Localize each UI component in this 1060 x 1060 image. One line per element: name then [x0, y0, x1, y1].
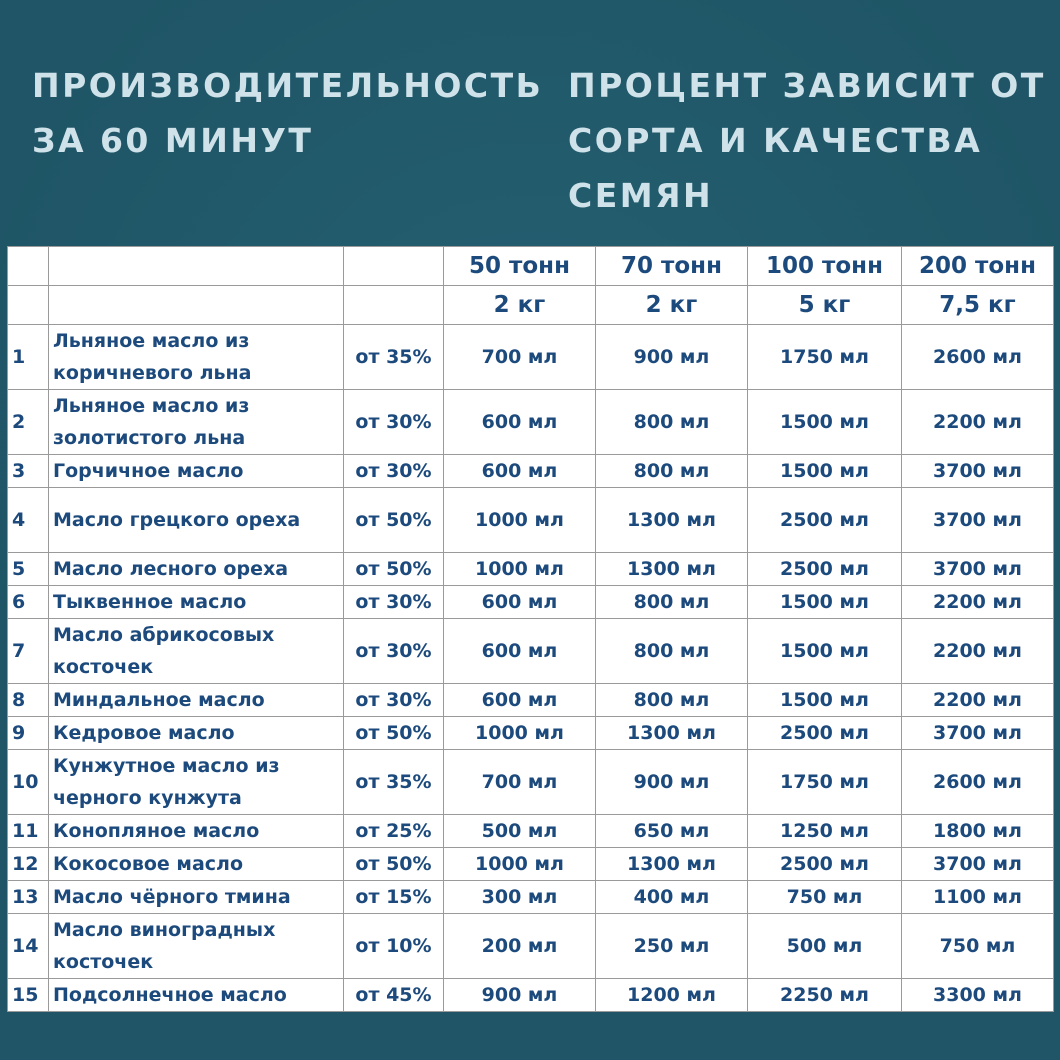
model-header-cell: 100 тонн	[748, 247, 902, 286]
table-row	[8, 488, 1054, 553]
yield-percent: от 30%	[344, 455, 444, 488]
percent-note-heading	[568, 58, 1048, 223]
oil-name: Кедровое масло	[49, 717, 344, 750]
volume-value: 750 мл	[902, 914, 1054, 979]
oil-name: Миндальное масло	[49, 684, 344, 717]
volume-value: 500 мл	[748, 914, 902, 979]
model-header-cell: 70 тонн	[596, 247, 748, 286]
percent-note-line: СЕМЯН	[568, 176, 714, 215]
volume-value: 250 мл	[596, 914, 748, 979]
oil-name: Масло абрикосовых косточек	[49, 619, 344, 684]
volume-value: 1500 мл	[748, 390, 902, 455]
volume-value: 600 мл	[444, 455, 596, 488]
empty-cell	[8, 286, 49, 325]
volume-value: 600 мл	[444, 586, 596, 619]
volume-value: 2200 мл	[902, 684, 1054, 717]
volume-value: 3700 мл	[902, 553, 1054, 586]
yield-percent: от 50%	[344, 553, 444, 586]
volume-value: 1000 мл	[444, 848, 596, 881]
row-number: 4	[8, 488, 49, 553]
volume-value: 650 мл	[596, 815, 748, 848]
weight-header-row	[8, 286, 1054, 325]
volume-value: 900 мл	[596, 750, 748, 815]
volume-value: 1300 мл	[596, 553, 748, 586]
row-number: 3	[8, 455, 49, 488]
yield-percent: от 25%	[344, 815, 444, 848]
yield-percent: от 50%	[344, 717, 444, 750]
table-row	[8, 325, 1054, 390]
model-header-row	[8, 247, 1054, 286]
table-row	[8, 881, 1054, 914]
oil-name: Масло чёрного тмина	[49, 881, 344, 914]
volume-value: 900 мл	[444, 979, 596, 1012]
volume-value: 1500 мл	[748, 586, 902, 619]
volume-value: 750 мл	[748, 881, 902, 914]
row-number: 8	[8, 684, 49, 717]
table-row	[8, 586, 1054, 619]
row-number: 12	[8, 848, 49, 881]
percent-note-line: ПРОЦЕНТ ЗАВИСИТ ОТ	[568, 66, 1046, 105]
volume-value: 2600 мл	[902, 325, 1054, 390]
oil-name: Кокосовое масло	[49, 848, 344, 881]
oil-name: Льняное масло из золотистого льна	[49, 390, 344, 455]
oil-name: Льняное масло из коричневого льна	[49, 325, 344, 390]
volume-value: 2500 мл	[748, 848, 902, 881]
volume-value: 700 мл	[444, 325, 596, 390]
volume-value: 2500 мл	[748, 488, 902, 553]
volume-value: 200 мл	[444, 914, 596, 979]
volume-value: 800 мл	[596, 684, 748, 717]
weight-header-cell: 2 кг	[596, 286, 748, 325]
volume-value: 1500 мл	[748, 619, 902, 684]
volume-value: 2500 мл	[748, 717, 902, 750]
yield-percent: от 50%	[344, 848, 444, 881]
volume-value: 1800 мл	[902, 815, 1054, 848]
table-row	[8, 390, 1054, 455]
yield-percent: от 35%	[344, 750, 444, 815]
volume-value: 800 мл	[596, 619, 748, 684]
oil-name: Масло лесного ореха	[49, 553, 344, 586]
table-row	[8, 717, 1054, 750]
volume-value: 1300 мл	[596, 848, 748, 881]
row-number: 1	[8, 325, 49, 390]
yield-percent: от 10%	[344, 914, 444, 979]
oil-yield-table	[7, 246, 1054, 1012]
yield-percent: от 15%	[344, 881, 444, 914]
yield-percent: от 50%	[344, 488, 444, 553]
volume-value: 1750 мл	[748, 325, 902, 390]
table-row	[8, 979, 1054, 1012]
row-number: 9	[8, 717, 49, 750]
oil-name: Тыквенное масло	[49, 586, 344, 619]
weight-header-cell: 5 кг	[748, 286, 902, 325]
volume-value: 3700 мл	[902, 717, 1054, 750]
volume-value: 1000 мл	[444, 553, 596, 586]
table-row	[8, 619, 1054, 684]
volume-value: 1000 мл	[444, 717, 596, 750]
volume-value: 3700 мл	[902, 848, 1054, 881]
productivity-heading-line: ПРОИЗВОДИТЕЛЬНОСТЬ	[32, 66, 544, 105]
volume-value: 1200 мл	[596, 979, 748, 1012]
percent-note-line: СОРТА И КАЧЕСТВА	[568, 121, 983, 160]
table-row	[8, 750, 1054, 815]
empty-cell	[49, 286, 344, 325]
table-row	[8, 914, 1054, 979]
yield-percent: от 30%	[344, 390, 444, 455]
volume-value: 500 мл	[444, 815, 596, 848]
table-row	[8, 455, 1054, 488]
weight-header-cell: 2 кг	[444, 286, 596, 325]
empty-cell	[344, 247, 444, 286]
yield-percent: от 45%	[344, 979, 444, 1012]
table-row	[8, 553, 1054, 586]
yield-percent: от 35%	[344, 325, 444, 390]
oil-name: Масло виноградных косточек	[49, 914, 344, 979]
productivity-heading	[32, 58, 552, 168]
volume-value: 800 мл	[596, 586, 748, 619]
row-number: 14	[8, 914, 49, 979]
volume-value: 3300 мл	[902, 979, 1054, 1012]
volume-value: 600 мл	[444, 619, 596, 684]
volume-value: 2250 мл	[748, 979, 902, 1012]
volume-value: 1300 мл	[596, 717, 748, 750]
volume-value: 400 мл	[596, 881, 748, 914]
volume-value: 600 мл	[444, 684, 596, 717]
oil-name: Масло грецкого ореха	[49, 488, 344, 553]
volume-value: 600 мл	[444, 390, 596, 455]
oil-name: Подсолнечное масло	[49, 979, 344, 1012]
volume-value: 2600 мл	[902, 750, 1054, 815]
volume-value: 2200 мл	[902, 390, 1054, 455]
yield-percent: от 30%	[344, 586, 444, 619]
empty-cell	[8, 247, 49, 286]
row-number: 15	[8, 979, 49, 1012]
table-row	[8, 848, 1054, 881]
volume-value: 1300 мл	[596, 488, 748, 553]
volume-value: 2200 мл	[902, 619, 1054, 684]
volume-value: 1750 мл	[748, 750, 902, 815]
volume-value: 700 мл	[444, 750, 596, 815]
table-row	[8, 815, 1054, 848]
weight-header-cell: 7,5 кг	[902, 286, 1054, 325]
row-number: 11	[8, 815, 49, 848]
row-number: 10	[8, 750, 49, 815]
row-number: 6	[8, 586, 49, 619]
table-row	[8, 684, 1054, 717]
yield-percent: от 30%	[344, 619, 444, 684]
volume-value: 800 мл	[596, 455, 748, 488]
volume-value: 900 мл	[596, 325, 748, 390]
volume-value: 1500 мл	[748, 455, 902, 488]
row-number: 2	[8, 390, 49, 455]
volume-value: 1000 мл	[444, 488, 596, 553]
empty-cell	[49, 247, 344, 286]
volume-value: 1100 мл	[902, 881, 1054, 914]
model-header-cell: 200 тонн	[902, 247, 1054, 286]
yield-percent: от 30%	[344, 684, 444, 717]
volume-value: 300 мл	[444, 881, 596, 914]
productivity-heading-line: ЗА 60 МИНУТ	[32, 121, 314, 160]
volume-value: 2200 мл	[902, 586, 1054, 619]
model-header-cell: 50 тонн	[444, 247, 596, 286]
volume-value: 3700 мл	[902, 488, 1054, 553]
volume-value: 1250 мл	[748, 815, 902, 848]
volume-value: 800 мл	[596, 390, 748, 455]
oil-name: Конопляное масло	[49, 815, 344, 848]
volume-value: 1500 мл	[748, 684, 902, 717]
row-number: 7	[8, 619, 49, 684]
row-number: 13	[8, 881, 49, 914]
empty-cell	[344, 286, 444, 325]
oil-name: Горчичное масло	[49, 455, 344, 488]
row-number: 5	[8, 553, 49, 586]
volume-value: 2500 мл	[748, 553, 902, 586]
oil-name: Кунжутное масло из черного кунжута	[49, 750, 344, 815]
volume-value: 3700 мл	[902, 455, 1054, 488]
